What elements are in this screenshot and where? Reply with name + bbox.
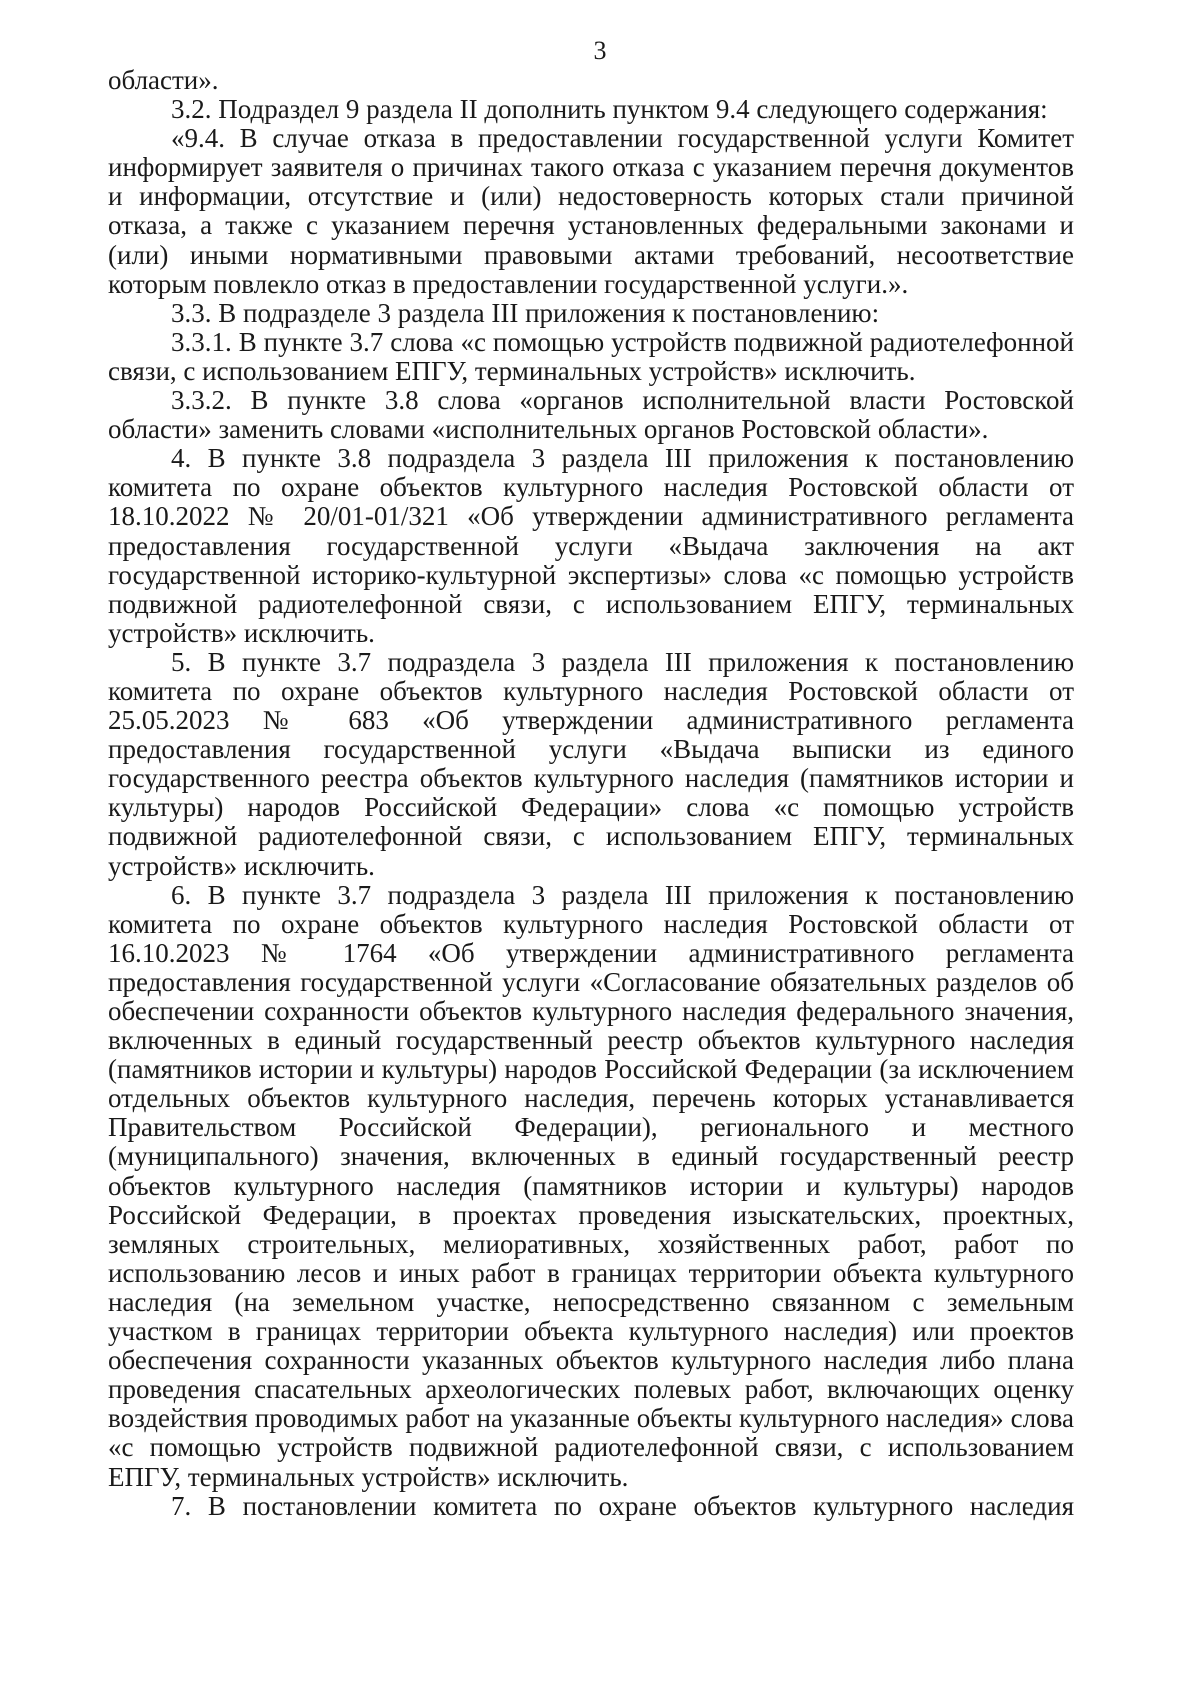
page-number: 3 bbox=[593, 36, 607, 65]
paragraph-3-3-2: 3.3.2. В пункте 3.8 слова «органов исполнительной власти Ростовской области» заменить словами «исполнительных органов Ростовской области». bbox=[108, 385, 1074, 445]
paragraph-continuation: области». bbox=[108, 65, 219, 95]
paragraph-4: 4. В пункте 3.8 подраздела 3 раздела III приложения к постановлению комитета по охране объектов культурного наследия Ростовской области от 18.10.2022 № 20/01-01/321 «Об утверждении административного регламента предоставления государственной услуги «Выдача заключения на акт государственной историко-культурной экспертизы» слова «с помощью устройств подвижной радиотелефонной связи, с использованием ЕПГУ, терминальных устройств» исключить. bbox=[108, 443, 1074, 648]
paragraph-3-3: 3.3. В подразделе 3 раздела III приложения к постановлению: bbox=[171, 297, 880, 328]
paragraph-3-2: 3.2. Подраздел 9 раздела II дополнить пунктом 9.4 следующего содержания: bbox=[171, 94, 1048, 125]
paragraph-9-4-quote: «9.4. В случае отказа в предоставлении государственной услуги Комитет информирует заявителя о причинах такого отказа с указанием перечня документов и информации, отсутствие и (или) недостоверность которых стали причиной отказа, а также с указанием перечня установленных федеральными законами и (или) иными нормативными правовыми актами требований, несоответствие которым повлекло отказ в предоставлении государственной услуги.». bbox=[108, 123, 1074, 299]
document-body bbox=[108, 66, 1074, 1521]
paragraph-3-3-1: 3.3.1. В пункте 3.7 слова «с помощью устройств подвижной радиотелефонной связи, с использованием ЕПГУ, терминальных устройств» исключить. bbox=[108, 326, 1074, 386]
paragraph-5: 5. В пункте 3.7 подраздела 3 раздела III приложения к постановлению комитета по охране объектов культурного наследия Ростовской области от 25.05.2023 № 683 «Об утверждении административного регламента предоставления государственной услуги «Выдача выписки из единого государственного реестра объектов культурного наследия (памятников истории и культуры) народов Российской Федерации» слова «с помощью устройств подвижной радиотелефонной связи, с использованием ЕПГУ, терминальных устройств» исключить. bbox=[108, 646, 1074, 881]
paragraph-6: 6. В пункте 3.7 подраздела 3 раздела III приложения к постановлению комитета по охране объектов культурного наследия Ростовской области от 16.10.2023 № 1764 «Об утверждении административного регламента предоставления государственной услуги «Согласование обязательных разделов об обеспечении сохранности объектов культурного наследия федерального значения, включенных в единый государственный реестр объектов культурного наследия (памятников истории и культуры) народов Российской Федерации (за исключением отдельных объектов культурного наследия, перечень которых устанавливается Правительством Российской Федерации), регионального и местного (муниципального) значения, включенных в единый государственный реестр объектов культурного наследия (памятников истории и культуры) народов Российской Федерации, в проектах проведения изыскательских, проектных, земляных строительных, мелиоративных, хозяйственных работ, работ по использованию лесов и иных работ в границах территории объекта культурного наследия (на земельном участке, непосредственно связанном с земельным участком в границах территории объекта культурного наследия) или проектов обеспечения сохранности указанных объектов культурного наследия либо плана проведения спасательных археологических полевых работ, включающих оценку воздействия проводимых работ на указанные объекты культурного наследия» слова «с помощью устройств подвижной радиотелефонной связи, с использованием ЕПГУ, терминальных устройств» исключить. bbox=[108, 879, 1074, 1492]
paragraph-7: 7. В постановлении комитета по охране объектов культурного наследия bbox=[171, 1490, 1074, 1521]
